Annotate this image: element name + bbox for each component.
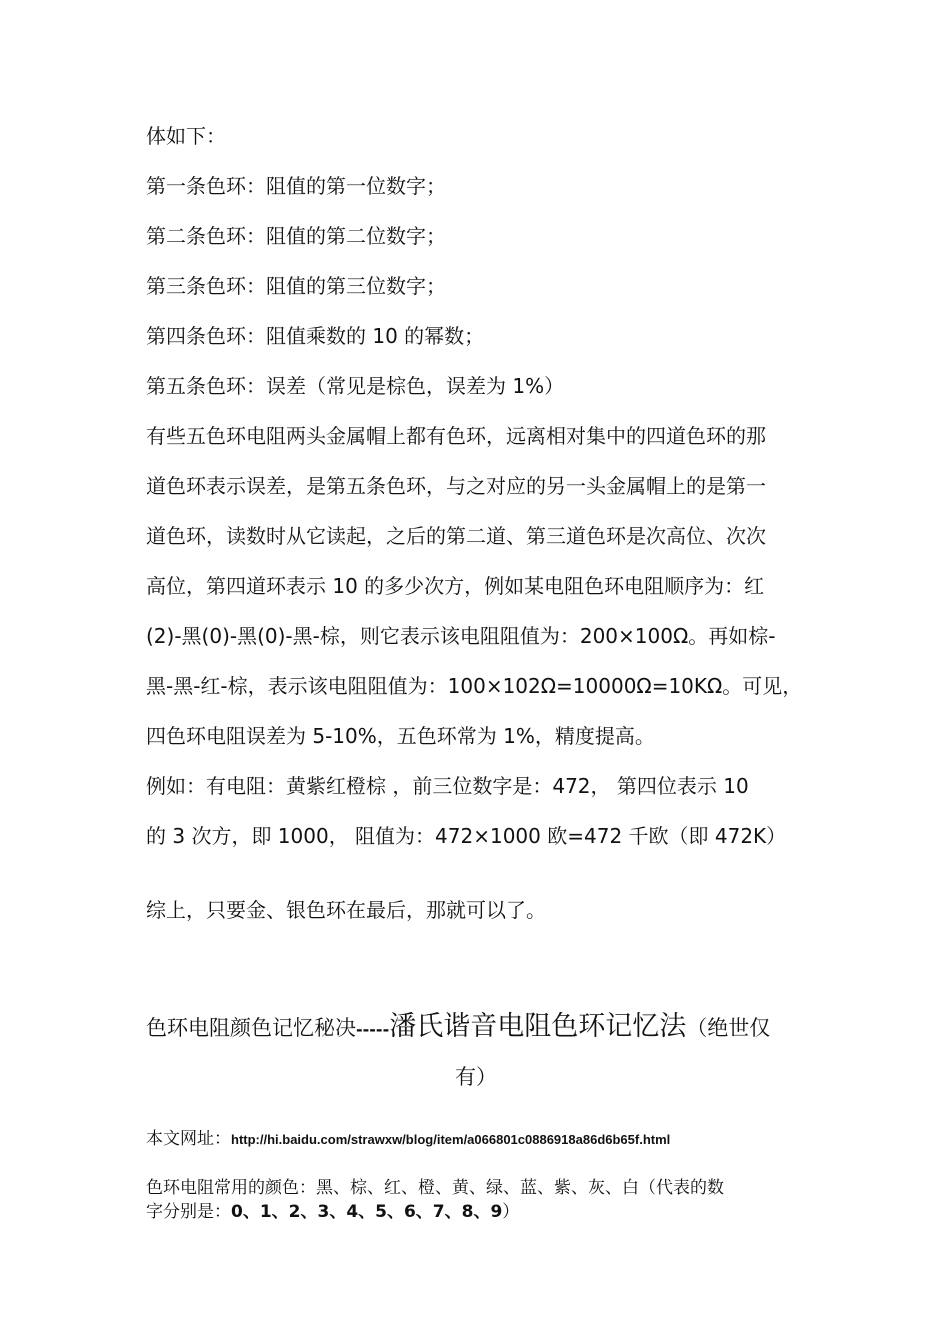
paragraph-band-1: 第一条色环：阻值的第一位数字； xyxy=(146,174,446,198)
colors-digits: 0、1、2、3、4、5、6、7、8、9 xyxy=(231,1202,503,1222)
paragraph-summary: 综上，只要金、银色环在最后，那就可以了。 xyxy=(146,898,546,922)
url-label: 本文网址： xyxy=(146,1129,231,1149)
url-link[interactable]: http://hi.baidu.com/strawxw/blog/item/a066801c0886918a86d6b65f.html xyxy=(231,1132,671,1147)
paragraph-band-4: 第四条色环：阻值乘数的 10 的幂数； xyxy=(146,324,485,348)
title-part-1: 色环电阻颜色记忆秘决 xyxy=(146,1016,356,1040)
paragraph-explanation-line-5: (2)-黑(0)-黑(0)-黑-棕，则它表示该电阻阻值为：200×100Ω。再如棕- xyxy=(146,624,776,648)
paragraph-intro: 体如下： xyxy=(146,124,226,148)
title-dashes: ----- xyxy=(356,1020,390,1039)
title-part-2: 潘氏谐音电阻色环记忆法 xyxy=(389,1011,687,1042)
paragraph-example-line-2: 的 3 次方，即 1000， 阻值为：472×1000 欧=472 千欧（即 472K） xyxy=(146,824,787,848)
paragraph-explanation-line-2: 道色环表示误差，是第五条色环，与之对应的另一头金属帽上的是第一 xyxy=(146,474,766,498)
paragraph-explanation-line-1: 有些五色环电阻两头金属帽上都有色环，远离相对集中的四道色环的那 xyxy=(146,424,766,448)
paragraph-example-line-1: 例如：有电阻：黄紫红橙棕 ，前三位数字是：472， 第四位表示 10 xyxy=(146,774,749,798)
paragraph-band-3: 第三条色环：阻值的第三位数字； xyxy=(146,274,446,298)
paragraph-explanation-line-7: 四色环电阻误差为 5-10%，五色环常为 1%，精度提高。 xyxy=(146,724,655,748)
url-line xyxy=(146,1128,670,1151)
title-continuation: 有） xyxy=(455,1065,497,1089)
paragraph-band-5: 第五条色环：误差（常见是棕色，误差为 1%） xyxy=(146,374,565,398)
title-part-3: （绝世仅 xyxy=(686,1016,771,1040)
colors-line-1: 色环电阻常用的颜色：黑、棕、红、橙、黄、绿、蓝、紫、灰、白（代表的数 xyxy=(146,1178,724,1198)
colors-line-2-suffix: ） xyxy=(502,1202,520,1222)
paragraph-band-2: 第二条色环：阻值的第二位数字； xyxy=(146,224,446,248)
colors-line-2 xyxy=(146,1201,519,1223)
paragraph-explanation-line-3: 道色环，读数时从它读起，之后的第二道、第三道色环是次高位、次次 xyxy=(146,524,766,548)
colors-line-2-prefix: 字分别是： xyxy=(146,1202,231,1222)
paragraph-explanation-line-4: 高位，第四道环表示 10 的多少次方，例如某电阻色环电阻顺序为：红 xyxy=(146,574,765,598)
paragraph-explanation-line-6: 黑-黑-红-棕，表示该电阻阻值为：100×102Ω=10000Ω=10KΩ。可见， xyxy=(146,674,803,698)
section-title xyxy=(146,1004,806,1043)
